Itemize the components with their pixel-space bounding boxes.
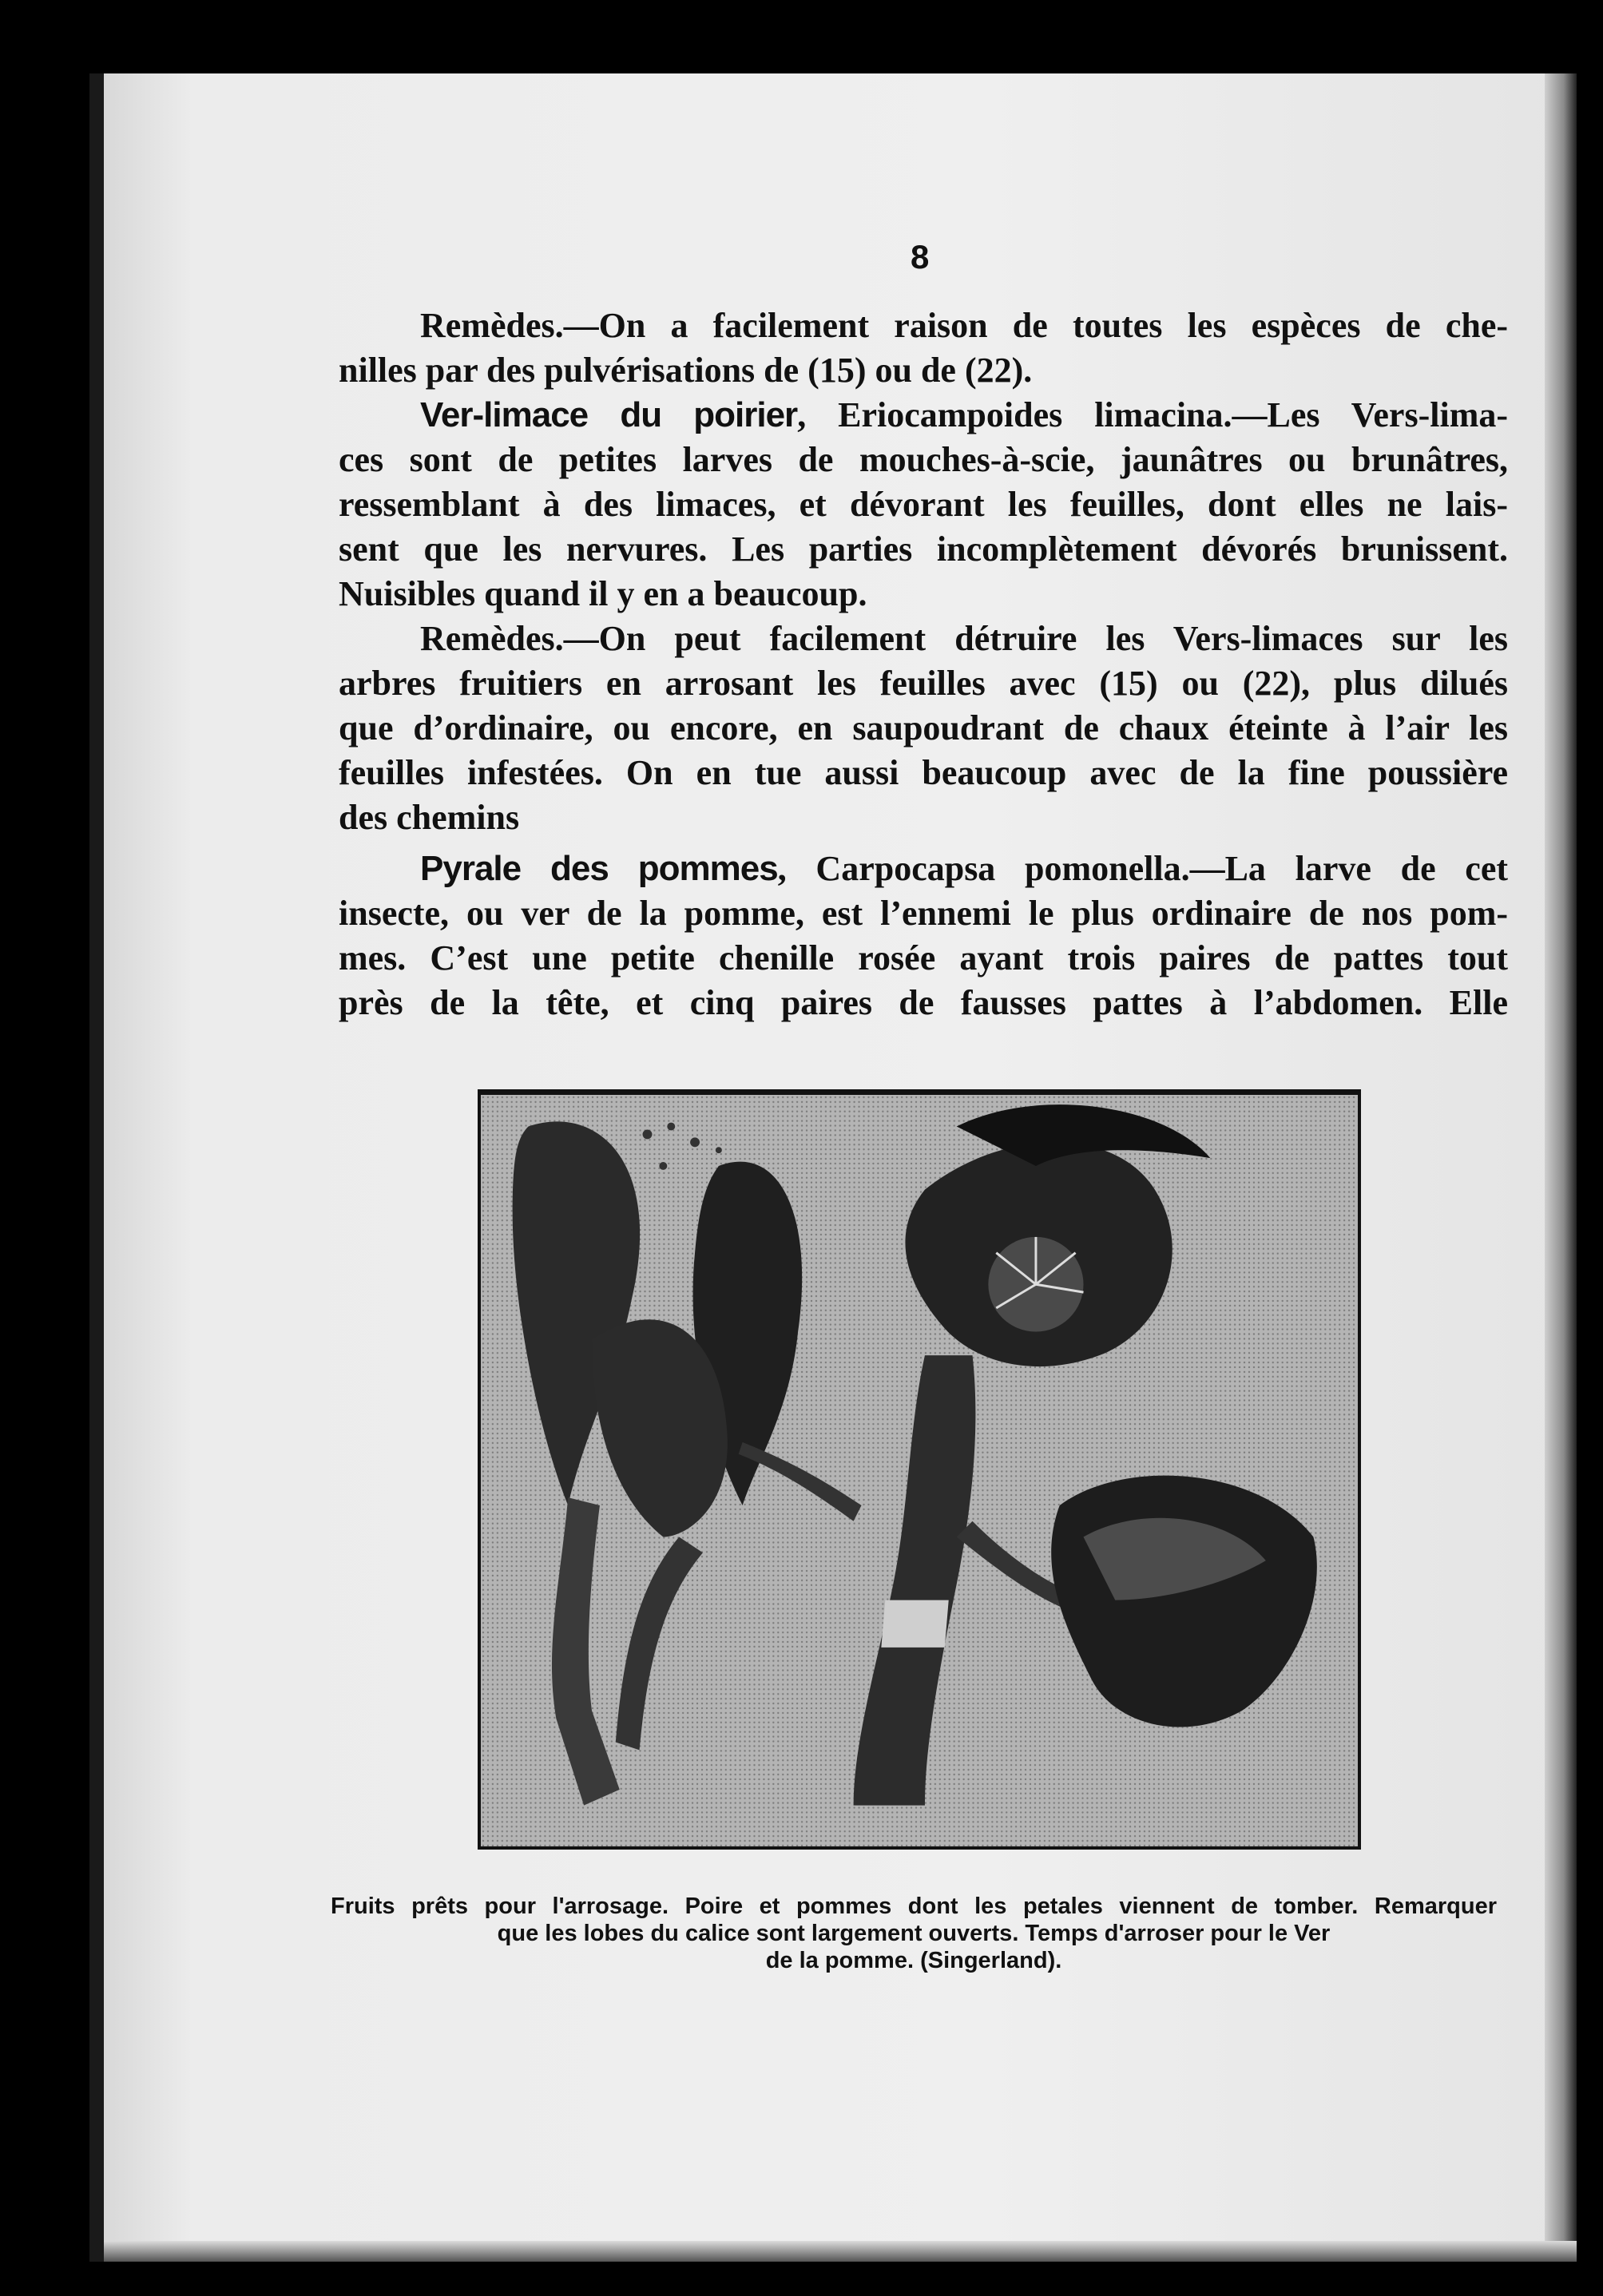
page-number: 8 [911, 238, 930, 276]
section-heading-pyrale: Pyrale des pommes [420, 849, 778, 888]
caption-line: Fruits prêts pour l'arrosage. Poire et pommes dont les petales viennent de tomber. Remarquer [331, 1894, 1497, 1919]
caption-line: de la pomme. (Singerland). [765, 1948, 1062, 1973]
text-line: sent que les nervures. Les parties incomplètement dévorés brunissent. [339, 529, 1508, 569]
pear-apple-branch-illustration [481, 1095, 1358, 1846]
text-line: arbres fruitiers en arrosant les feuilles avec (15) ou (22), plus dilués [339, 664, 1508, 703]
page-edge-shadow [1545, 73, 1577, 2262]
text-line: ces sont de petites larves de mouches-à-scie, jaunâtres ou brunâtres, [339, 440, 1508, 479]
text-line [339, 847, 1508, 891]
text-line: Nuisibles quand il y en a beaucoup. [339, 574, 867, 613]
text-line: nilles par des pulvérisations de (15) ou de (22). [339, 351, 1033, 390]
section-heading-ver-limace: Ver-limace du poirier [420, 395, 798, 434]
text-line: Remèdes.—On a facilement raison de toutes les espèces de che- [420, 306, 1508, 345]
text-line: feuilles infestées. On en tue aussi beaucoup avec de la fine poussière [339, 753, 1508, 792]
text-line: mes. C’est une petite chenille rosée ayant trois paires de pattes tout [339, 938, 1508, 977]
text-line: ressemblant à des limaces, et dévorant les feuilles, dont elles ne lais- [339, 485, 1508, 524]
fruit-illustration [478, 1089, 1361, 1850]
text-line: Remèdes.—On peut facilement détruire les Vers-limaces sur les [420, 619, 1508, 658]
text-line [339, 393, 1508, 438]
page-bottom-shadow [104, 2241, 1577, 2262]
figure-caption [331, 1893, 1497, 1974]
caption-line: que les lobes du calice sont largement ouverts. Temps d'arroser pour le Ver [497, 1921, 1331, 1946]
text-line: près de la tête, et cinq paires de fausses pattes à l’abdomen. Elle [339, 983, 1508, 1022]
text-line: insecte, ou ver de la pomme, est l’ennemi le plus ordinaire de nos pom- [339, 894, 1508, 933]
text-run: , Eriocampoides limacina.—Les Vers-lima- [797, 395, 1508, 434]
body-text [339, 303, 1508, 1025]
text-run: , Carpocapsa pomonella.—La larve de cet [777, 849, 1509, 888]
text-line: des chemins [339, 798, 520, 837]
text-line: que d’ordinaire, ou encore, en saupoudrant de chaux éteinte à l’air les [339, 708, 1508, 747]
